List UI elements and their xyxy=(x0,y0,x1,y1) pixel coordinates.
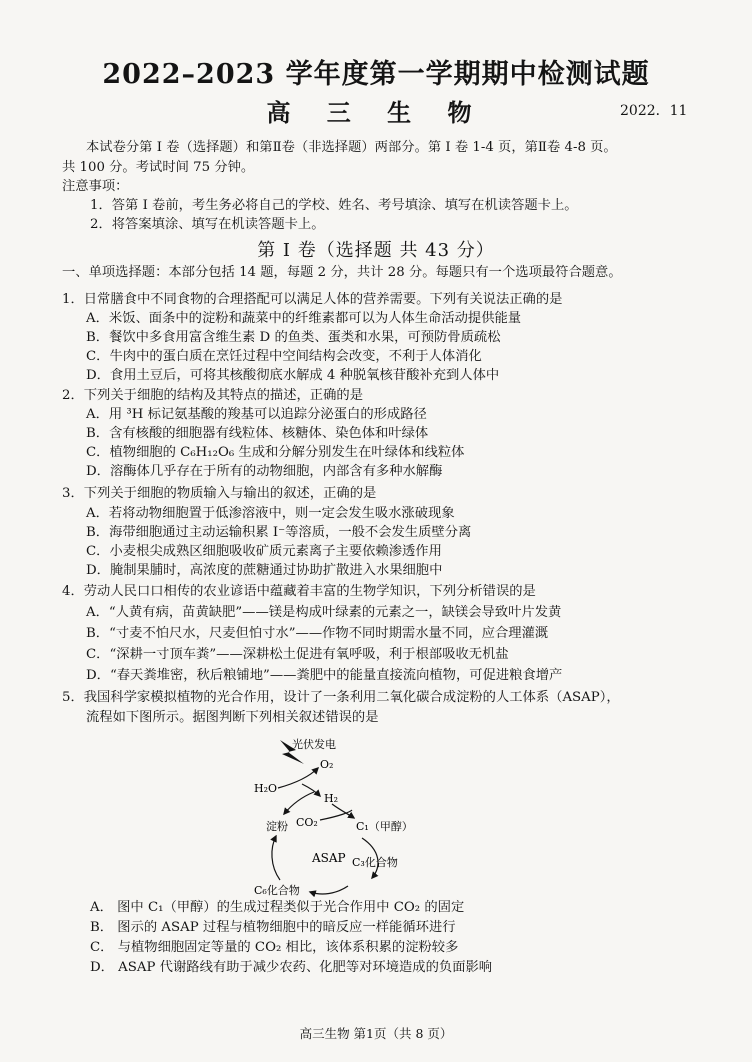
question-5-option-c: C． 与植物细胞固定等量的 CO₂ 相比，该体系积累的淀粉较多 xyxy=(90,940,459,955)
question-1-option-d: D．食用土豆后，可将其核酸彻底水解成 4 种脱氧核苷酸补充到人体中 xyxy=(86,368,500,383)
question-3-stem: 3．下列关于细胞的物质输入与输出的叙述，正确的是 xyxy=(62,486,377,501)
question-2-option-a: A．用 ³H 标记氨基酸的羧基可以追踪分泌蛋白的形成路径 xyxy=(86,407,427,422)
question-1-option-c: C．牛肉中的蛋白质在烹饪过程中空间结构会改变，不利于人体消化 xyxy=(86,349,482,364)
intro-line-1: 本试卷分第 I 卷（选择题）和第Ⅱ卷（非选择题）两部分。第 I 卷 1-4 页，第Ⅱ卷 4-8 页。 xyxy=(86,140,617,155)
question-1-option-a: A．米饭、面条中的淀粉和蔬菜中的纤维素都可以为人体生命活动提供能量 xyxy=(86,311,522,326)
intro-line-2: 共 100 分。考试时间 75 分钟。 xyxy=(62,160,255,175)
subject-title: 高 三 生 物 xyxy=(266,98,486,127)
exam-date: 2022．11 xyxy=(620,103,688,119)
label-asap: ASAP xyxy=(312,851,346,865)
asap-diagram xyxy=(240,730,460,900)
question-5-option-b: B． 图示的 ASAP 过程与植物细胞中的暗反应一样能循环进行 xyxy=(90,920,456,935)
note-2: 2．将答案填涂、填写在机读答题卡上。 xyxy=(90,217,325,232)
question-3-option-a: A．若将动物细胞置于低渗溶液中，则一定会发生吸水涨破现象 xyxy=(86,506,455,521)
note-1: 1．答第 I 卷前，考生务必将自己的学校、姓名、考号填涂、填写在机读答题卡上。 xyxy=(90,198,578,213)
section-title: 第 Ⅰ 卷（选择题 共 43 分） xyxy=(257,240,495,261)
question-4-option-b: B．“寸麦不怕尺水，尺麦但怕寸水”——作物不同时期需水量不同，应合理灌溉 xyxy=(86,626,549,641)
question-1-stem: 1．日常膳食中不同食物的合理搭配可以满足人体的营养需要。下列有关说法正确的是 xyxy=(62,292,563,307)
label-c1: C₁（甲醇） xyxy=(356,820,413,833)
label-h2: H₂ xyxy=(324,792,339,805)
question-2-option-b: B．含有核酸的细胞器有线粒体、核糖体、染色体和叶绿体 xyxy=(86,426,429,441)
section-instruction: 一、单项选择题：本部分包括 14 题，每题 2 分，共计 28 分。每题只有一个选项最符合题意。 xyxy=(62,265,622,280)
question-5-option-d: D． ASAP 代谢路线有助于减少农药、化肥等对环境造成的负面影响 xyxy=(90,960,493,975)
question-4-option-d: D．“春天粪堆密，秋后粮铺地”——粪肥中的能量直接流向植物，可促进粮食增产 xyxy=(86,668,563,683)
label-o2: O₂ xyxy=(320,758,334,771)
question-2-option-c: C．植物细胞的 C₆H₁₂O₆ 生成和分解分别发生在叶绿体和线粒体 xyxy=(86,445,465,460)
exam-title: 2022–2023 学年度第一学期期中检测试题 xyxy=(102,59,650,90)
question-1-option-b: B．餐饮中多食用富含维生素 D 的鱼类、蛋类和水果，可预防骨质疏松 xyxy=(86,330,501,345)
page-footer: 高三生物 第1页（共 8 页） xyxy=(299,1026,453,1041)
label-c3: C₃化合物 xyxy=(352,856,398,869)
notes-title: 注意事项： xyxy=(62,179,129,194)
label-h2o: H₂O xyxy=(254,782,278,795)
label-co2: CO₂ xyxy=(296,816,318,829)
question-5-option-a: A． 图中 C₁（甲醇）的生成过程类似于光合作用中 CO₂ 的固定 xyxy=(90,900,465,915)
question-3-option-c: C．小麦根尖成熟区细胞吸收矿质元素离子主要依赖渗透作用 xyxy=(86,544,442,559)
question-2-option-d: D．溶酶体几乎存在于所有的动物细胞，内部含有多种水解酶 xyxy=(86,464,443,479)
label-c6: C₆化合物 xyxy=(254,884,300,897)
question-4-option-c: C．“深耕一寸顶车粪”——深耕松土促进有氧呼吸，利于根部吸收无机盐 xyxy=(86,647,509,662)
question-3-option-b: B．海带细胞通过主动运输积累 I⁻等溶质，一般不会发生质壁分离 xyxy=(86,525,472,540)
question-5-stem-line-2: 流程如下图所示。据图判断下列相关叙述错误的是 xyxy=(86,710,379,725)
question-2-stem: 2．下列关于细胞的结构及其特点的描述，正确的是 xyxy=(62,388,363,403)
label-starch: 淀粉 xyxy=(266,820,288,833)
question-3-option-d: D．腌制果脯时，高浓度的蔗糖通过协助扩散进入水果细胞中 xyxy=(86,563,443,578)
label-light: 光伏发电 xyxy=(292,738,336,751)
question-5-stem-line-1: 5．我国科学家模拟植物的光合作用，设计了一条利用二氧化碳合成淀粉的人工体系（ASAP）， xyxy=(62,690,620,705)
question-4-option-a: A．“人黄有病，苗黄缺肥”——镁是构成叶绿素的元素之一，缺镁会导致叶片发黄 xyxy=(86,605,562,620)
question-4-stem: 4．劳动人民口口相传的农业谚语中蕴藏着丰富的生物学知识，下列分析错误的是 xyxy=(62,584,536,599)
